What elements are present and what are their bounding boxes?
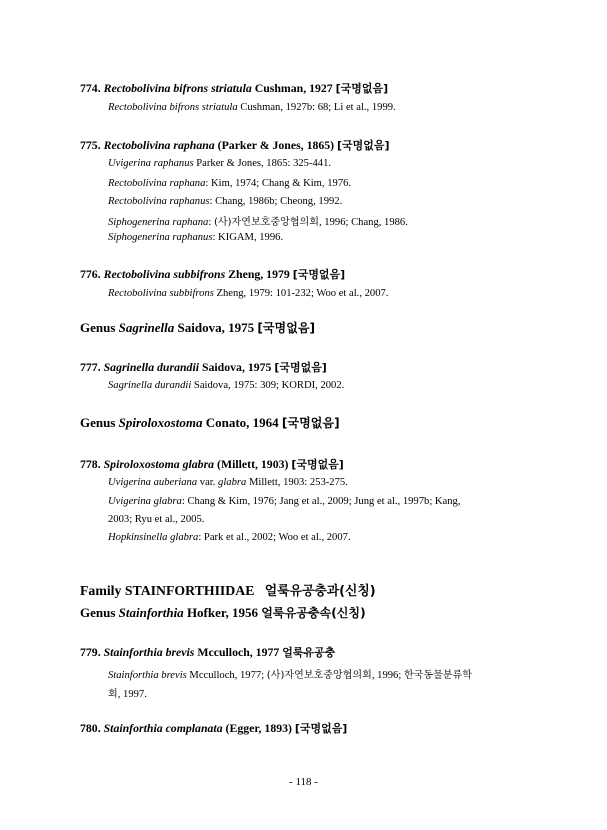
synonym-line: [108, 178, 351, 189]
synonym-line: [108, 158, 331, 169]
species-name: Sagrinella durandii: [103, 360, 199, 374]
genus-author: Saidova, 1975: [174, 320, 258, 335]
korean-organization: 회: [108, 689, 118, 700]
genus-prefix: Genus: [80, 415, 119, 430]
synonym-line: [108, 496, 461, 507]
synonym-line-continued: [108, 685, 147, 700]
synonym-name: Siphogenerina raphanus: [108, 232, 213, 243]
genus-prefix: Genus: [80, 605, 119, 620]
synonym-name: Uvigerina glabra: [108, 496, 182, 507]
species-author: Cushman, 1927: [251, 81, 336, 95]
synonym-line: [108, 232, 283, 243]
synonym-name: Hopkinsinella glabra: [108, 532, 199, 543]
family-prefix: Family: [80, 583, 125, 598]
species-name: Stainforthia brevis: [103, 645, 195, 659]
synonym-name: Rectobolivina bifrons striatula: [108, 102, 238, 113]
synonym-citation: : KIGAM, 1996.: [212, 232, 284, 243]
species-entry-776: [80, 266, 345, 282]
korean-species-name: 얼룩유공충: [282, 646, 336, 659]
korean-organization: (사)자연보호중앙협의회: [266, 670, 372, 681]
genus-heading-sagrinella: [80, 319, 315, 336]
korean-status: [국명없음]: [337, 139, 390, 152]
synonym-name: Uvigerina raphanus: [108, 158, 194, 169]
synonym-line: [108, 532, 351, 543]
korean-status: [국명없음]: [292, 268, 346, 281]
synonym-line: [108, 477, 348, 488]
genus-heading-stainforthia: [80, 604, 366, 621]
entry-number: 779.: [80, 645, 101, 659]
genus-author: Conato, 1964: [202, 415, 282, 430]
synonym-name: Siphogenerina raphana: [108, 217, 209, 228]
species-author: (Millett, 1903): [214, 457, 292, 471]
korean-status: [국명없음]: [335, 82, 389, 95]
species-name: Rectobolivina raphana: [103, 138, 215, 152]
species-entry-777: [80, 359, 327, 375]
synonym-line: [108, 196, 342, 207]
species-name: Rectobolivina bifrons striatula: [103, 81, 252, 95]
species-entry-778: [80, 456, 344, 472]
synonym-citation: Millett, 1903: 253-275.: [246, 477, 348, 488]
synonym-line: [108, 380, 344, 391]
synonym-variety: glabra: [218, 477, 247, 488]
family-heading: [80, 580, 376, 599]
genus-name: Stainforthia: [118, 605, 184, 620]
synonym-citation: Cushman, 1927b: 68; Li et al., 1999.: [237, 102, 396, 113]
synonym-line: [108, 213, 408, 228]
genus-prefix: Genus: [80, 320, 119, 335]
entry-number: 777.: [80, 360, 101, 374]
species-entry-780: [80, 720, 347, 736]
species-author: Zheng, 1979: [225, 267, 293, 281]
korean-status: [국명없음]: [257, 321, 316, 335]
page-number: - 118 -: [289, 776, 318, 788]
synonym-citation: : Park et al., 2002; Woo et al., 2007.: [198, 532, 351, 543]
species-author: (Parker & Jones, 1865): [214, 138, 338, 152]
synonym-name: Stainforthia brevis: [108, 670, 187, 681]
korean-genus-name: 얼룩유공충속(신칭): [261, 606, 366, 620]
synonym-name: Sagrinella durandii: [108, 380, 192, 391]
entry-number: 776.: [80, 267, 101, 281]
species-entry-774: [80, 80, 388, 96]
synonym-line: [108, 102, 396, 113]
species-entry-775: [80, 137, 389, 153]
synonym-name: Rectobolivina subbifrons: [108, 288, 214, 299]
korean-organization: 한국동물분류학: [403, 670, 472, 681]
synonym-citation: 2003; Ryu et al., 2005.: [108, 514, 205, 525]
genus-author: Hofker, 1956: [183, 605, 262, 620]
synonym-citation: Mcculloch, 1977;: [186, 670, 267, 681]
species-entry-779: [80, 644, 335, 660]
synonym-citation-tail: , 1996; Chang, 1986.: [319, 217, 408, 228]
species-name: Rectobolivina subbifrons: [103, 267, 226, 281]
entry-number: 775.: [80, 138, 101, 152]
species-name: Stainforthia complanata: [103, 721, 223, 735]
entry-number: 778.: [80, 457, 101, 471]
synonym-citation: Parker & Jones, 1865: 325-441.: [193, 158, 332, 169]
species-author: Saidova, 1975: [199, 360, 275, 374]
synonym-citation: :: [208, 217, 214, 228]
family-name: STAINFORTHIIDAE: [124, 583, 255, 598]
synonym-line: [108, 288, 388, 299]
synonym-citation: Saidova, 1975: 309; KORDI, 2002.: [191, 380, 345, 391]
korean-family-name: 얼룩유공충과(신칭): [264, 584, 376, 599]
korean-organization: (사)자연보호중앙협의회: [213, 217, 319, 228]
synonym-rank: var.: [197, 477, 219, 488]
synonym-name: Rectobolivina raphanus: [108, 196, 210, 207]
synonym-citation: : Kim, 1974; Chang & Kim, 1976.: [205, 178, 352, 189]
synonym-citation: : Chang, 1986b; Cheong, 1992.: [209, 196, 343, 207]
synonym-line-continued: [108, 514, 204, 525]
korean-status: [국명없음]: [294, 722, 348, 735]
species-author: Mcculloch, 1977: [194, 645, 283, 659]
synonym-citation-tail: , 1997.: [117, 689, 147, 700]
genus-name: Spiroloxostoma: [118, 415, 203, 430]
korean-status: [국명없음]: [291, 458, 344, 471]
synonym-citation: Zheng, 1979: 101-232; Woo et al., 2007.: [213, 288, 389, 299]
entry-number: 780.: [80, 721, 101, 735]
synonym-name: Rectobolivina raphana: [108, 178, 206, 189]
synonym-name: Uvigerina auberiana: [108, 477, 198, 488]
synonym-citation-tail: , 1996;: [371, 670, 404, 681]
genus-heading-spiroloxostoma: [80, 414, 340, 431]
genus-name: Sagrinella: [118, 320, 175, 335]
species-name: Spiroloxostoma glabra: [103, 457, 215, 471]
synonym-line: [108, 666, 472, 681]
species-author: (Egger, 1893): [222, 721, 295, 735]
synonym-citation: : Chang & Kim, 1976; Jang et al., 2009; Jung et al., 1997b; Kang,: [181, 496, 461, 507]
korean-status: [국명없음]: [274, 361, 327, 374]
korean-status: [국명없음]: [281, 416, 340, 430]
entry-number: 774.: [80, 81, 101, 95]
